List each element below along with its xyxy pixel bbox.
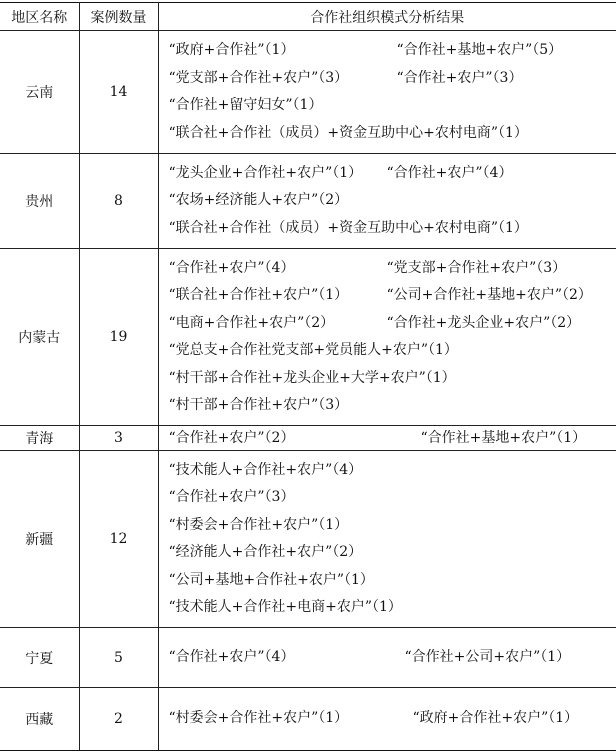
model-entry: “技术能人+合作社+农户”（4） (168, 461, 363, 478)
table-body (0, 31, 616, 751)
case-count-cell: 5 (79, 628, 158, 688)
model-entry: “合作社+龙头企业+农户”（2） (386, 314, 581, 331)
region-cell: 内蒙古 (0, 249, 79, 426)
model-entry: “合作社+农户”（4） (386, 164, 513, 181)
model-entry: “村委会+合作社+农户”（1） (168, 710, 349, 727)
result-line (169, 187, 616, 215)
result-line (169, 92, 616, 120)
model-entry: “公司+合作社+基地+农户”（2） (386, 287, 592, 303)
model-entry: “合作社+农户”（4） (168, 648, 295, 665)
model-entry: “合作社+农户”（2） (168, 430, 295, 446)
result-line (169, 365, 616, 393)
result-line (169, 484, 616, 512)
model-entry: “公司+基地+合作社+农户”（1） (168, 571, 374, 588)
table-row (0, 426, 616, 451)
region-cell: 云南 (0, 31, 79, 154)
model-entry: “合作社+留守妇女”（1） (168, 97, 323, 113)
result-line (169, 426, 616, 450)
region-cell: 贵州 (0, 154, 79, 249)
model-entry: “政府+合作社+农户”（1） (412, 710, 579, 727)
result-line (169, 37, 616, 65)
case-count-cell: 19 (79, 249, 158, 426)
result-line (169, 310, 616, 338)
model-entry: “合作社+农户”（4） (168, 259, 295, 276)
model-entry: “村干部+合作社+农户”（3） (168, 397, 349, 413)
result-cell (158, 688, 616, 751)
result-line (169, 120, 616, 148)
result-line (169, 282, 616, 310)
case-count-cell: 8 (79, 154, 158, 249)
header-count: 案例数量 (79, 3, 158, 31)
case-count-cell: 2 (79, 688, 158, 751)
case-count-cell: 12 (79, 451, 158, 628)
region-cell: 西藏 (0, 688, 79, 751)
result-line (169, 65, 616, 93)
table-row (0, 154, 616, 249)
result-line (169, 337, 616, 365)
result-line (169, 539, 616, 567)
result-line (169, 215, 616, 243)
result-line (169, 512, 616, 540)
result-cell (158, 426, 616, 451)
table-row (0, 31, 616, 154)
model-entry: “合作社+公司+农户”（1） (404, 648, 571, 665)
result-line (169, 644, 616, 672)
model-entry: “政府+合作社”（1） (168, 42, 295, 58)
case-count-cell: 3 (79, 426, 158, 451)
model-entry: “联合社+合作社+农户”（1） (168, 287, 349, 303)
table-row (0, 249, 616, 426)
result-cell (158, 451, 616, 628)
region-cell: 青海 (0, 426, 79, 451)
result-line (169, 392, 616, 420)
header-result: 合作社组织模式分析结果 (158, 3, 616, 31)
model-entry: “电商+合作社+农户”（2） (168, 314, 335, 331)
region-cell: 新疆 (0, 451, 79, 628)
model-entry: “合作社+基地+农户”（5） (396, 42, 563, 58)
model-entry: “党支部+合作社+农户”（3） (168, 69, 349, 86)
model-entry: “技术能人+合作社+电商+农户”（1） (168, 599, 402, 615)
result-cell (158, 31, 616, 154)
model-entry: “联合社+合作社（成员）+资金互助中心+农村电商”（1） (168, 124, 528, 141)
model-entry: “农场+经济能人+农户”（2） (168, 192, 349, 209)
table-header-row (0, 3, 616, 31)
result-line (169, 160, 616, 188)
model-entry: “村干部+合作社+龙头企业+大学+农户”（1） (168, 369, 456, 386)
model-entry: “合作社+农户”（3） (168, 489, 295, 505)
model-entry: “龙头企业+合作社+农户”（1） (168, 164, 363, 181)
table-row (0, 688, 616, 751)
header-region: 地区名称 (0, 3, 79, 31)
result-line (169, 594, 616, 622)
model-entry: “经济能人+合作社+农户”（2） (168, 544, 363, 560)
model-entry: “党总支+合作社党支部+党员能人+农户”（1） (168, 342, 458, 358)
model-entry: “党支部+合作社+农户”（3） (386, 259, 567, 276)
result-line (169, 457, 616, 485)
result-cell (158, 154, 616, 249)
result-cell (158, 249, 616, 426)
result-cell (158, 628, 616, 688)
model-entry: “联合社+合作社（成员）+资金互助中心+农村电商”（1） (168, 219, 528, 236)
model-entry: “村委会+合作社+农户”（1） (168, 516, 349, 533)
result-line (169, 255, 616, 283)
table-row (0, 451, 616, 628)
case-count-cell: 14 (79, 31, 158, 154)
model-entry: “合作社+基地+农户”（1） (420, 430, 587, 446)
result-line (169, 705, 616, 733)
cooperative-model-table (0, 2, 616, 751)
region-cell: 宁夏 (0, 628, 79, 688)
result-line (169, 567, 616, 595)
table-row (0, 628, 616, 688)
model-entry: “合作社+农户”（3） (396, 69, 523, 86)
